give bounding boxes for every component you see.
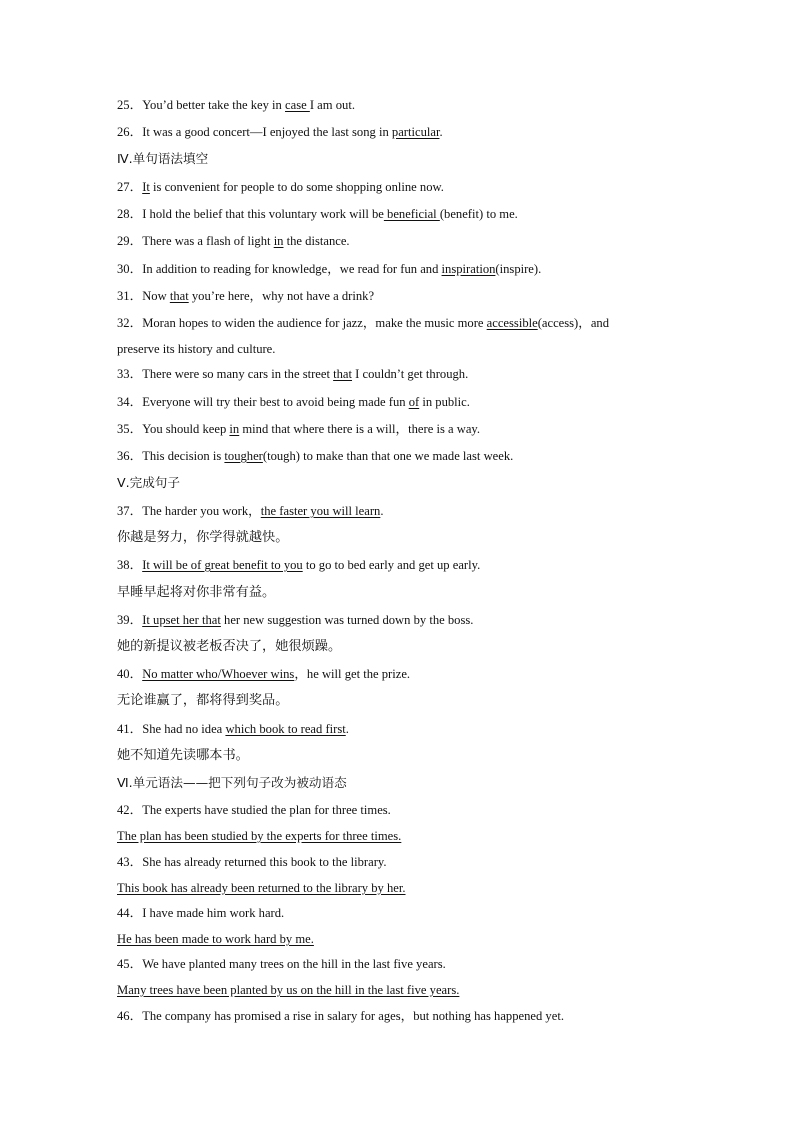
exercise-line xyxy=(117,233,694,249)
answer-text: inspiration xyxy=(441,262,496,276)
exercise-line xyxy=(117,448,694,464)
text-segment: Ⅴ.完成句子 xyxy=(117,475,180,490)
text-segment: 46．The company has promised a rise in salary for ages，but nothing has happened yet. xyxy=(117,1009,564,1023)
text-segment: her new suggestion was turned down by the boss. xyxy=(220,613,474,627)
text-segment: 你越是努力，你学得就越快。 xyxy=(117,530,289,545)
text-segment: 40． xyxy=(117,667,143,681)
answer-text: Many trees have been planted by us on the hill in the last five years. xyxy=(117,983,460,997)
text-segment: (tough) to make than that one we made last week. xyxy=(262,449,514,463)
text-segment: 34．Everyone will try their best to avoid being made fun xyxy=(117,395,409,409)
answer-text: No matter who/Whoever wins xyxy=(142,667,295,681)
exercise-line xyxy=(117,315,694,331)
text-segment: 31．Now xyxy=(117,289,170,303)
text-segment: 35．You should keep xyxy=(117,422,230,436)
exercise-line xyxy=(117,421,694,437)
exercise-line xyxy=(117,982,694,998)
answer-text: in xyxy=(229,422,240,436)
answer-text: He has been made to work hard by me. xyxy=(117,932,314,946)
text-segment: 30．In addition to reading for knowledge，we read for fun and xyxy=(117,262,442,276)
text-segment: preserve its history and culture. xyxy=(117,342,276,356)
answer-text: accessible xyxy=(486,316,538,330)
exercise-line xyxy=(117,666,694,682)
exercise-line xyxy=(117,503,694,519)
text-segment: to go to bed early and get up early. xyxy=(302,558,481,572)
exercise-line xyxy=(117,905,694,921)
exercise-line xyxy=(117,880,694,896)
text-segment: ，he will get the prize. xyxy=(294,667,411,681)
exercise-line xyxy=(117,721,694,737)
answer-text: It upset her that xyxy=(142,613,221,627)
answer-text: which book to read first xyxy=(225,722,346,736)
answer-text: beneficial xyxy=(383,207,440,221)
answer-text: of xyxy=(408,395,420,409)
exercise-line xyxy=(117,931,694,947)
text-segment: . xyxy=(439,125,443,139)
exercise-line xyxy=(117,828,694,844)
exercise-line xyxy=(117,956,694,972)
exercise-line xyxy=(117,341,694,357)
exercise-line xyxy=(117,394,694,410)
text-segment: 45．We have planted many trees on the hill in the last five years. xyxy=(117,957,446,971)
exercise-line xyxy=(117,854,694,870)
answer-text: This book has already been returned to the library by her. xyxy=(117,881,406,895)
text-segment: 43．She has already returned this book to the library. xyxy=(117,855,387,869)
text-segment: Ⅳ.单句语法填空 xyxy=(117,151,209,166)
chinese-translation-line xyxy=(117,530,694,546)
exercise-line xyxy=(117,288,694,304)
exercise-line xyxy=(117,124,694,140)
text-segment: 32．Moran hopes to widen the audience for jazz，make the music more xyxy=(117,316,487,330)
answer-text: the faster you will learn xyxy=(260,504,381,518)
text-segment: 37．The harder you work， xyxy=(117,504,261,518)
text-segment: (inspire). xyxy=(495,262,542,276)
answer-text: It xyxy=(142,180,150,194)
text-segment: I am out. xyxy=(309,98,355,112)
text-segment: (benefit) to me. xyxy=(439,207,518,221)
exercise-line xyxy=(117,802,694,818)
exercise-line xyxy=(117,179,694,195)
section-heading xyxy=(117,775,694,791)
exercise-line xyxy=(117,261,694,277)
chinese-translation-line xyxy=(117,693,694,709)
text-segment: 27． xyxy=(117,180,143,194)
answer-text: that xyxy=(333,367,353,381)
text-segment: 42．The experts have studied the plan for three times. xyxy=(117,803,391,817)
text-segment: 39． xyxy=(117,613,143,627)
text-segment: is convenient for people to do some shopping online now. xyxy=(149,180,444,194)
text-segment: I couldn’t get through. xyxy=(352,367,469,381)
answer-text: The plan has been studied by the experts for three times. xyxy=(117,829,402,843)
answer-text: that xyxy=(169,289,189,303)
exercise-line xyxy=(117,206,694,222)
text-segment: 44．I have made him work hard. xyxy=(117,906,285,920)
text-segment: . xyxy=(380,504,384,518)
chinese-translation-line xyxy=(117,639,694,655)
section-heading xyxy=(117,151,694,167)
text-segment: 25．You’d better take the key in xyxy=(117,98,286,112)
text-segment: 33．There were so many cars in the street xyxy=(117,367,334,381)
text-segment: 早睡早起将对你非常有益。 xyxy=(117,585,276,600)
text-segment: 无论谁赢了，都将得到奖品。 xyxy=(117,693,289,708)
chinese-translation-line xyxy=(117,585,694,601)
text-segment: the distance. xyxy=(283,234,350,248)
exercise-line xyxy=(117,366,694,382)
exercise-line xyxy=(117,97,694,113)
text-segment: 她不知道先读哪本书。 xyxy=(117,748,249,763)
text-segment: 29．There was a flash of light xyxy=(117,234,274,248)
answer-text: case xyxy=(285,98,310,112)
answer-text: particular xyxy=(391,125,440,139)
exercise-line xyxy=(117,557,694,573)
exercise-line xyxy=(117,612,694,628)
text-segment: 26．It was a good concert—I enjoyed the last song in xyxy=(117,125,392,139)
text-segment: 38． xyxy=(117,558,143,572)
answer-text: tougher xyxy=(224,449,263,463)
chinese-translation-line xyxy=(117,748,694,764)
text-segment: 41．She had no idea xyxy=(117,722,226,736)
text-segment: mind that where there is a will，there is a way. xyxy=(239,422,481,436)
text-segment: 36．This decision is xyxy=(117,449,225,463)
text-segment: (access)，and xyxy=(537,316,610,330)
exercise-line xyxy=(117,1008,694,1024)
text-segment: in public. xyxy=(419,395,470,409)
text-segment: you’re here，why not have a drink? xyxy=(188,289,375,303)
section-heading xyxy=(117,475,694,491)
answer-text: It will be of great benefit to you xyxy=(142,558,303,572)
text-segment: 她的新提议被老板否决了，她很烦躁。 xyxy=(117,639,342,654)
answer-text: in xyxy=(273,234,284,248)
text-segment: 28．I hold the belief that this voluntary work will be xyxy=(117,207,384,221)
text-segment: Ⅵ.单元语法——把下列句子改为被动语态 xyxy=(117,775,347,790)
text-segment: . xyxy=(345,722,349,736)
